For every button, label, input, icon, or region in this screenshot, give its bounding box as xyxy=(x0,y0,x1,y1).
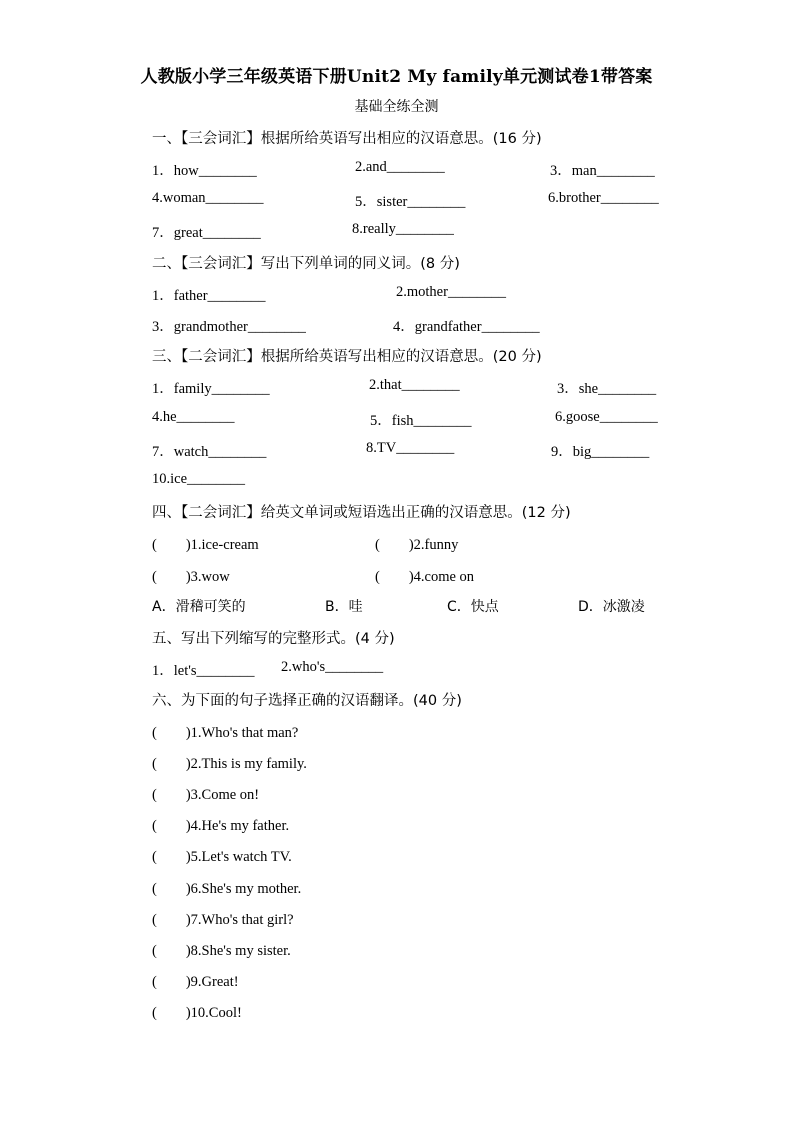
question-item: ( )3.Come on! xyxy=(152,787,260,803)
section-heading-6: 六、为下面的句子选择正确的汉语翻译。(40 分) xyxy=(152,693,462,709)
section-heading-4: 四、【二会词汇】给英文单词或短语选出正确的汉语意思。(12 分) xyxy=(152,505,571,521)
question-item: 1．how________ xyxy=(152,163,257,179)
question-item: 5．sister________ xyxy=(355,194,466,210)
question-item: ( )9.Great! xyxy=(152,974,239,990)
question-item: 7．watch________ xyxy=(152,444,267,460)
question-item: ( )2.funny xyxy=(375,537,459,553)
question-item: 3．grandmother________ xyxy=(152,319,306,335)
document-title: 人教版小学三年级英语下册Unit2 My family单元测试卷1带答案 xyxy=(140,67,653,87)
question-item: ( )6.She's my mother. xyxy=(152,881,302,897)
question-item: 6.goose________ xyxy=(555,409,658,425)
question-item: ( )2.This is my family. xyxy=(152,756,307,772)
answer-option: A．滑稽可笑的 xyxy=(152,599,246,615)
question-item: ( )4.come on xyxy=(375,569,475,585)
question-item: 9．big________ xyxy=(551,444,650,460)
question-item: 8.TV________ xyxy=(366,440,455,456)
answer-option: C．快点 xyxy=(447,599,499,615)
section-heading-1: 一、【三会词汇】根据所给英语写出相应的汉语意思。(16 分) xyxy=(152,131,542,147)
question-item: 2.who's________ xyxy=(281,659,384,675)
question-item: 3．man________ xyxy=(550,163,655,179)
question-item: 2.and________ xyxy=(355,159,445,175)
question-item: ( )3.wow xyxy=(152,569,230,585)
question-item: 6.brother________ xyxy=(548,190,659,206)
question-item: 4.woman________ xyxy=(152,190,264,206)
question-item: ( )1.Who's that man? xyxy=(152,725,299,741)
question-item: 3．she________ xyxy=(557,381,657,397)
section-heading-3: 三、【二会词汇】根据所给英语写出相应的汉语意思。(20 分) xyxy=(152,349,542,365)
question-item: ( )7.Who's that girl? xyxy=(152,912,294,928)
question-item: ( )1.ice-cream xyxy=(152,537,259,553)
document-subtitle: 基础全练全测 xyxy=(354,99,439,115)
question-item: 5．fish________ xyxy=(370,413,472,429)
question-item: 4．grandfather________ xyxy=(393,319,540,335)
question-item: ( )5.Let's watch TV. xyxy=(152,849,292,865)
question-item: 2.mother________ xyxy=(396,284,506,300)
question-item: 7．great________ xyxy=(152,225,261,241)
question-item: 10.ice________ xyxy=(152,471,246,487)
answer-option: B．哇 xyxy=(325,599,363,615)
question-item: 4.he________ xyxy=(152,409,235,425)
question-item: 1．family________ xyxy=(152,381,270,397)
question-item: ( )10.Cool! xyxy=(152,1005,242,1021)
answer-option: D．冰激凌 xyxy=(578,599,645,615)
section-heading-5: 五、写出下列缩写的完整形式。(4 分) xyxy=(152,631,395,647)
question-item: ( )8.She's my sister. xyxy=(152,943,291,959)
question-item: 1．father________ xyxy=(152,288,266,304)
question-item: 8.really________ xyxy=(352,221,454,237)
question-item: 1．let's________ xyxy=(152,663,255,679)
question-item: ( )4.He's my father. xyxy=(152,818,290,834)
section-heading-2: 二、【三会词汇】写出下列单词的同义词。(8 分) xyxy=(152,256,460,272)
question-item: 2.that________ xyxy=(369,377,460,393)
